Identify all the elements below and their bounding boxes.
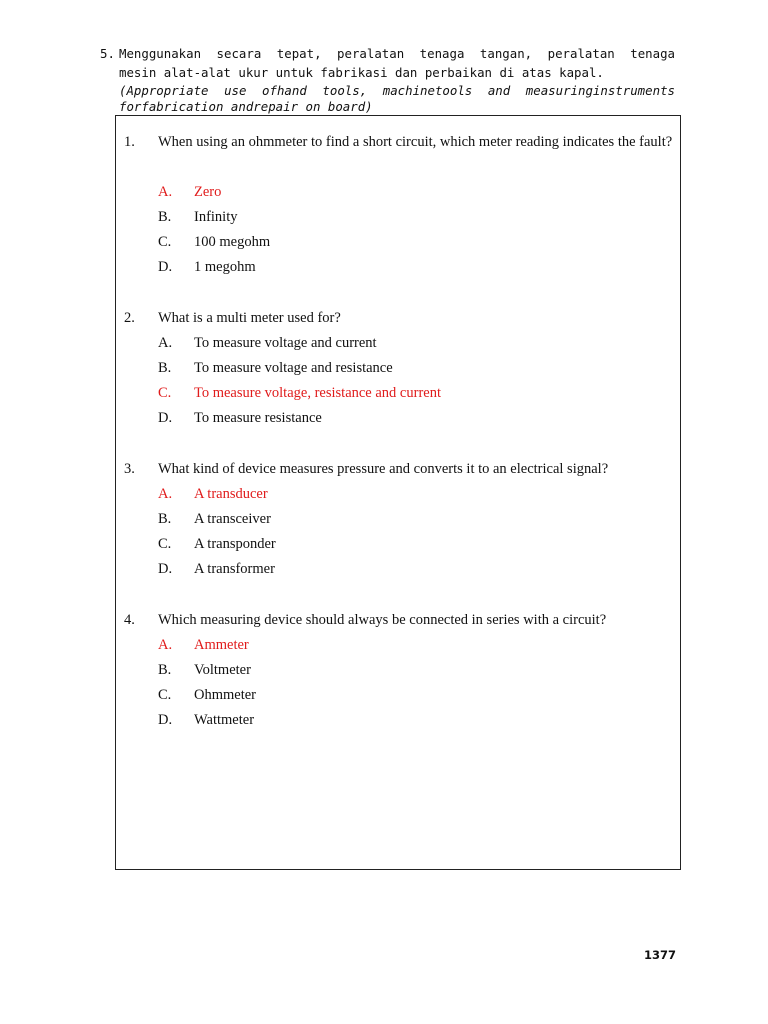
question-text: Which measuring device should always be connected in series with a circuit? <box>158 612 607 628</box>
option-b <box>158 205 238 230</box>
option-b <box>158 658 251 683</box>
questions-box <box>115 115 681 870</box>
option-letter: A. <box>158 335 173 351</box>
option-text: A transceiver <box>194 511 271 527</box>
option-c <box>158 230 270 255</box>
section-title-ms <box>119 44 675 82</box>
option-letter: C. <box>158 234 172 250</box>
option-letter: D. <box>158 561 173 577</box>
section-title-en-line-2: forfabrication andrepair on board) <box>119 99 373 114</box>
option-text: Zero <box>194 184 222 200</box>
section-heading <box>100 44 675 115</box>
option-letter: B. <box>158 511 172 527</box>
option-d <box>158 557 275 582</box>
option-letter: D. <box>158 712 173 728</box>
option-c <box>158 683 256 708</box>
question-number: 2. <box>124 310 135 326</box>
option-text: To measure voltage and resistance <box>194 360 393 376</box>
option-d <box>158 406 322 431</box>
option-text: A transformer <box>194 561 275 577</box>
option-a <box>158 331 377 356</box>
option-b <box>158 507 271 532</box>
option-text: Infinity <box>194 209 238 225</box>
question-number: 1. <box>124 134 135 150</box>
option-text: Voltmeter <box>194 662 251 678</box>
option-c <box>158 532 276 557</box>
option-letter: A. <box>158 486 173 502</box>
option-b <box>158 356 393 381</box>
option-a <box>158 633 249 658</box>
option-text: A transducer <box>194 486 268 502</box>
option-text: To measure voltage and current <box>194 335 377 351</box>
section-title-line-1: Menggunakan secara tepat, peralatan tenaga tangan, peralatan tenaga <box>119 46 675 61</box>
option-c <box>158 381 441 406</box>
option-letter: D. <box>158 410 173 426</box>
option-text: A transponder <box>194 536 276 552</box>
option-text: Ohmmeter <box>194 687 257 703</box>
option-text: Ammeter <box>194 637 249 653</box>
question-number: 3. <box>124 461 135 477</box>
option-a <box>158 180 221 205</box>
option-letter: C. <box>158 385 172 401</box>
option-letter: C. <box>158 687 172 703</box>
section-title-en-line-1: (Appropriate use ofhand tools, machinetools and measuringinstruments <box>119 83 675 98</box>
option-text: To measure voltage, resistance and current <box>194 385 441 401</box>
option-d <box>158 708 254 733</box>
option-d <box>158 255 256 280</box>
section-title-line-2: mesin alat-alat ukur untuk fabrikasi dan perbaikan di atas kapal. <box>119 65 604 80</box>
option-letter: B. <box>158 662 172 678</box>
option-letter: C. <box>158 536 172 552</box>
section-title-en <box>119 83 675 115</box>
option-a <box>158 482 268 507</box>
option-text: 100 megohm <box>194 234 271 250</box>
option-letter: D. <box>158 259 173 275</box>
section-number: 5. <box>100 46 115 61</box>
question-text: What kind of device measures pressure and converts it to an electrical signal? <box>158 461 609 477</box>
question-text: When using an ohmmeter to find a short circuit, which meter reading indicates the fault? <box>158 134 673 150</box>
option-letter: A. <box>158 184 173 200</box>
option-text: To measure resistance <box>194 410 322 426</box>
option-letter: A. <box>158 637 173 653</box>
question-number: 4. <box>124 612 135 628</box>
option-text: 1 megohm <box>194 259 256 275</box>
option-letter: B. <box>158 360 172 376</box>
page-number: 1377 <box>644 948 677 962</box>
option-letter: B. <box>158 209 172 225</box>
question-text: What is a multi meter used for? <box>158 310 341 326</box>
option-text: Wattmeter <box>194 712 255 728</box>
